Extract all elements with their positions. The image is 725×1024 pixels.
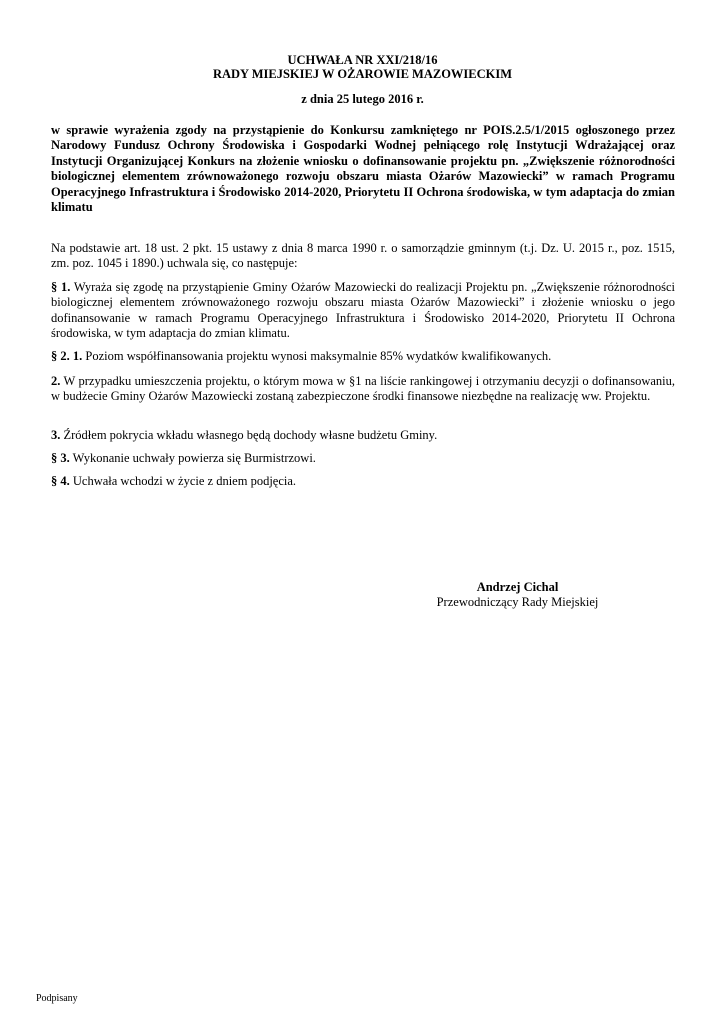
paragraph-text: Wykonanie uchwały powierza się Burmistrzowi. <box>69 451 316 465</box>
paragraph-mark: 2. <box>51 374 61 388</box>
legal-basis: Na podstawie art. 18 ust. 2 pkt. 15 ustawy z dnia 8 marca 1990 r. o samorządzie gminnym (t.j. Dz. U. 2015 r., poz. 1515, zm. poz. 1045 i 1890.) uchwala się, co następuje: <box>51 241 675 271</box>
paragraph-4 <box>51 474 675 489</box>
footer-signed: Podpisany <box>36 993 78 1004</box>
paragraph-text: Poziom współfinansowania projektu wynosi maksymalnie 85% wydatków kwalifikowanych. <box>82 349 552 363</box>
paragraph-2-2 <box>51 374 675 405</box>
paragraph-3 <box>51 451 675 466</box>
signer-name: Andrzej Cichal <box>476 580 559 594</box>
resolution-number: UCHWAŁA NR XXI/218/16 <box>287 53 438 67</box>
paragraph-text: Źródłem pokrycia wkładu własnego będą dochody własne budżetu Gminy. <box>60 428 438 442</box>
paragraph-mark: § 1. <box>51 280 71 294</box>
paragraph-mark: § 4. <box>51 474 70 488</box>
paragraph-mark: 3. <box>51 428 61 442</box>
paragraph-2-3 <box>51 428 675 443</box>
council-name: RADY MIEJSKIEJ W OŻAROWIE MAZOWIECKIM <box>212 67 513 81</box>
paragraph-text: Wyraża się zgodę na przystąpienie Gminy Ożarów Mazowiecki do realizacji Projektu pn. „Zwiększenie różnorodności biologicznej elementem zrównoważonego rozwoju obszaru miasta Ożarów Mazowiecki” i złożenie wniosku o jego dofinansowanie w ramach Programu Operacyjnego Infrastruktura i Środowisko 2014-2020, Priorytetu II Ochrona środowiska, w tym adaptacja do zmian klimatu. <box>51 280 675 341</box>
signature-block <box>400 580 635 610</box>
paragraph-mark: § 2. 1. <box>51 349 83 363</box>
signer-role: Przewodniczący Rady Miejskiej <box>436 595 599 609</box>
paragraph-mark: § 3. <box>51 451 70 465</box>
resolution-subject: w sprawie wyrażenia zgody na przystąpienie do Konkursu zamkniętego nr POIS.2.5/1/2015 ogłoszonego przez Narodowy Fundusz Ochrony Środowiska i Gospodarki Wodnej pełniącego rolę Instytucji Wdrażającej oraz Instytucji Organizującej Konkurs na złożenie wniosku o dofinansowanie projektu pn. „Zwiększenie różnorodności biologicznej elementem zrównoważonego rozwoju obszaru miasta Ożarów Mazowiecki” w ramach Programu Operacyjnego Infrastruktura i Środowisko 2014-2020, Priorytetu II Ochrona środowiska, w tym adaptacja do zmian klimatu <box>51 123 675 215</box>
paragraph-text: W przypadku umieszczenia projektu, o którym mowa w §1 na liście rankingowej i otrzymaniu decyzji o dofinansowaniu, w budżecie Gminy Ożarów Mazowiecki zostaną zabezpieczone środki finansowe niezbędne na realizację ww. Projektu. <box>51 374 675 404</box>
paragraph-2-1 <box>51 349 675 364</box>
resolution-date: z dnia 25 lutego 2016 r. <box>301 92 424 106</box>
paragraph-text: Uchwała wchodzi w życie z dniem podjęcia. <box>69 474 297 488</box>
paragraph-1 <box>51 280 675 342</box>
